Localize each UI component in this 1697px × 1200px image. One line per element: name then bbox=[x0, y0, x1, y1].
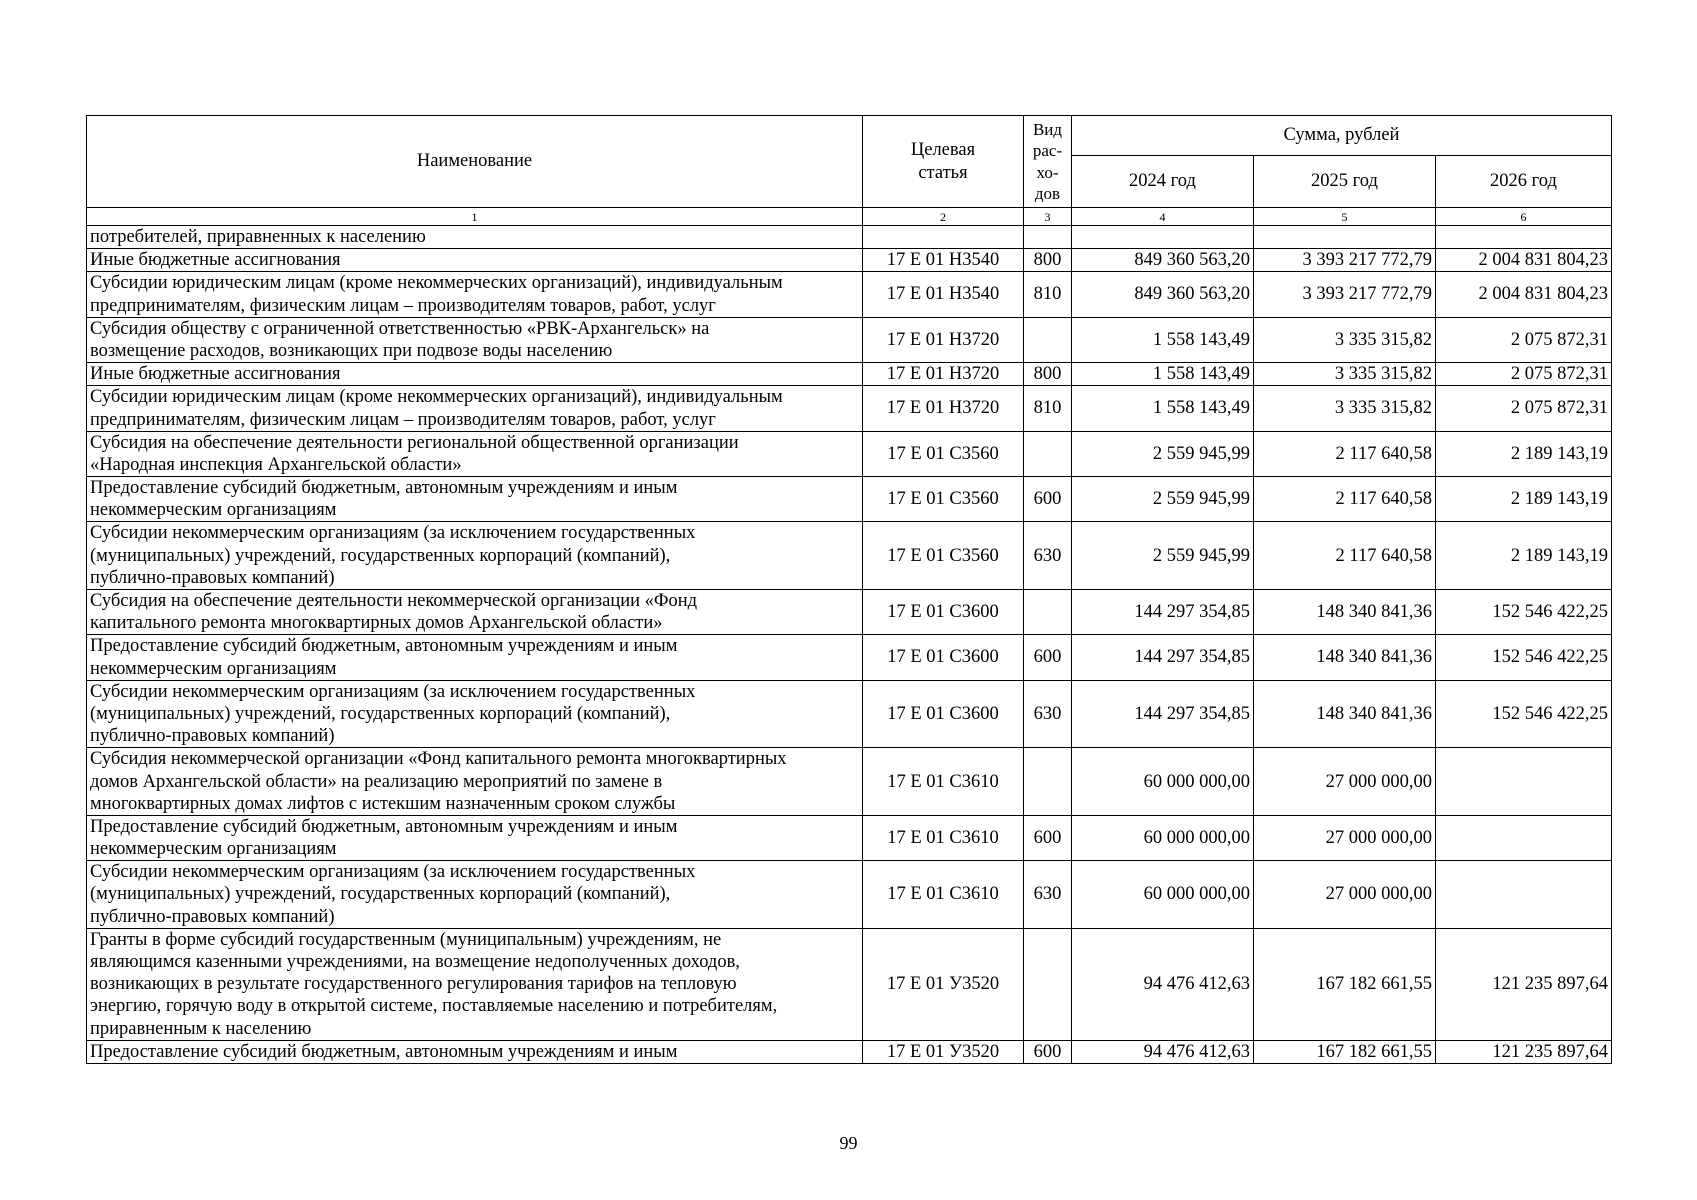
column-number: 5 bbox=[1254, 208, 1436, 226]
row-name bbox=[87, 680, 863, 748]
row-amount-2025: 27 000 000,00 bbox=[1254, 815, 1436, 860]
row-expense-type: 630 bbox=[1024, 522, 1072, 590]
row-expense-type bbox=[1024, 226, 1072, 249]
row-name-line: предпринимателям, физическим лицам – производителям товаров, работ, услуг bbox=[90, 295, 716, 316]
row-target-article: 17 Е 01 С3560 bbox=[863, 431, 1024, 476]
row-target-article: 17 Е 01 У3520 bbox=[863, 928, 1024, 1040]
row-amount-2024: 144 297 354,85 bbox=[1072, 590, 1254, 635]
row-target-article: 17 Е 01 С3560 bbox=[863, 522, 1024, 590]
row-name-line: являющимся казенными учреждениями, на возмещение недополученных доходов, bbox=[90, 952, 740, 972]
column-number: 2 bbox=[863, 208, 1024, 226]
row-name-line: Субсидии юридическим лицам (кроме некоммерческих организаций), индивидуальным bbox=[90, 273, 783, 294]
row-amount-2025: 3 335 315,82 bbox=[1254, 386, 1436, 431]
row-amount-2024: 2 559 945,99 bbox=[1072, 431, 1254, 476]
row-expense-type: 600 bbox=[1024, 815, 1072, 860]
header-year-2026: 2026 год bbox=[1436, 156, 1612, 208]
row-amount-2025: 3 393 217 772,79 bbox=[1254, 249, 1436, 272]
row-expense-type: 630 bbox=[1024, 680, 1072, 748]
row-name-line: многоквартирных домах лифтов с истекшим назначенным сроком службы bbox=[90, 793, 676, 814]
row-expense-type bbox=[1024, 431, 1072, 476]
row-target-article: 17 Е 01 С3600 bbox=[863, 680, 1024, 748]
row-amount-2026: 121 235 897,64 bbox=[1436, 1040, 1612, 1063]
row-target-article: 17 Е 01 С3600 bbox=[863, 590, 1024, 635]
row-amount-2026: 2 004 831 804,23 bbox=[1436, 249, 1612, 272]
row-name-line: Субсидии некоммерческим организациям (за исключением государственных bbox=[90, 862, 696, 883]
column-number: 6 bbox=[1436, 208, 1612, 226]
header-year-2025: 2025 год bbox=[1254, 156, 1436, 208]
row-name bbox=[87, 635, 863, 680]
row-amount-2026 bbox=[1436, 861, 1612, 929]
row-amount-2026: 152 546 422,25 bbox=[1436, 635, 1612, 680]
row-name-line: Предоставление субсидий бюджетным, автономным учреждениям и иным bbox=[90, 478, 678, 499]
header-vid-line: Вид bbox=[1032, 120, 1063, 139]
table-row bbox=[87, 635, 1612, 680]
row-name-line: возникающих в результате государственного регулирования тарифов на тепловую bbox=[90, 974, 737, 995]
budget-table bbox=[86, 115, 1612, 1064]
row-amount-2026: 2 189 143,19 bbox=[1436, 522, 1612, 590]
row-name-line: «Народная инспекция Архангельской области» bbox=[90, 454, 462, 475]
table-row bbox=[87, 386, 1612, 431]
row-expense-type: 800 bbox=[1024, 249, 1072, 272]
row-amount-2026: 2 075 872,31 bbox=[1436, 317, 1612, 362]
row-name-line: (муниципальных) учреждений, государственных корпораций (компаний), bbox=[90, 545, 671, 566]
row-amount-2025: 148 340 841,36 bbox=[1254, 635, 1436, 680]
table-row bbox=[87, 1040, 1612, 1063]
row-name-line: Субсидия некоммерческой организации «Фонд капитального ремонта многоквартирных bbox=[90, 749, 787, 770]
row-name-line: Предоставление субсидий бюджетным, автономным учреждениям и иным bbox=[90, 636, 678, 657]
row-amount-2025: 2 117 640,58 bbox=[1254, 522, 1436, 590]
header-vid-line: хо- bbox=[1036, 162, 1059, 182]
column-number: 1 bbox=[87, 208, 863, 226]
row-name-line: некоммерческим организациям bbox=[90, 839, 337, 860]
row-name bbox=[87, 928, 863, 1040]
row-amount-2024: 1 558 143,49 bbox=[1072, 317, 1254, 362]
row-expense-type bbox=[1024, 748, 1072, 816]
row-amount-2024: 1 558 143,49 bbox=[1072, 363, 1254, 386]
table-row bbox=[87, 272, 1612, 317]
header-target-line: Целевая bbox=[910, 140, 976, 161]
row-amount-2025: 148 340 841,36 bbox=[1254, 590, 1436, 635]
row-amount-2024: 94 476 412,63 bbox=[1072, 928, 1254, 1040]
row-target-article: 17 Е 01 Н3720 bbox=[863, 386, 1024, 431]
row-name-line: некоммерческим организациям bbox=[90, 500, 337, 521]
header-expense-type bbox=[1024, 116, 1072, 208]
row-amount-2024: 60 000 000,00 bbox=[1072, 861, 1254, 929]
row-amount-2025: 3 335 315,82 bbox=[1254, 317, 1436, 362]
row-amount-2026: 152 546 422,25 bbox=[1436, 680, 1612, 748]
row-amount-2026: 2 189 143,19 bbox=[1436, 431, 1612, 476]
table-row bbox=[87, 748, 1612, 816]
row-amount-2024: 1 558 143,49 bbox=[1072, 386, 1254, 431]
row-name bbox=[87, 226, 863, 249]
row-amount-2025: 167 182 661,55 bbox=[1254, 1040, 1436, 1063]
header-name: Наименование bbox=[87, 116, 863, 208]
row-amount-2024: 2 559 945,99 bbox=[1072, 477, 1254, 522]
row-amount-2024: 60 000 000,00 bbox=[1072, 748, 1254, 816]
row-amount-2024: 144 297 354,85 bbox=[1072, 635, 1254, 680]
row-name-line: Иные бюджетные ассигнования bbox=[90, 364, 341, 385]
row-name-line: некоммерческим организациям bbox=[90, 658, 337, 679]
table-row bbox=[87, 249, 1612, 272]
row-name-line: публично-правовых компаний) bbox=[90, 726, 335, 747]
row-name bbox=[87, 317, 863, 362]
table-row bbox=[87, 522, 1612, 590]
row-name-line: приравненным к населению bbox=[90, 1018, 312, 1039]
table-row bbox=[87, 861, 1612, 929]
row-name-line: Субсидия на обеспечение деятельности некоммерческой организации «Фонд bbox=[90, 591, 698, 611]
row-name-line: Субсидии юридическим лицам (кроме некоммерческих организаций), индивидуальным bbox=[90, 387, 783, 408]
row-target-article: 17 Е 01 Н3720 bbox=[863, 317, 1024, 362]
row-amount-2025: 2 117 640,58 bbox=[1254, 431, 1436, 476]
row-name-line: Субсидии некоммерческим организациям (за исключением государственных bbox=[90, 523, 696, 544]
table-header bbox=[87, 116, 1612, 226]
row-amount-2026 bbox=[1436, 226, 1612, 249]
row-name bbox=[87, 386, 863, 431]
table-body bbox=[87, 226, 1612, 1064]
column-number: 4 bbox=[1072, 208, 1254, 226]
row-amount-2026 bbox=[1436, 815, 1612, 860]
row-name-line: Предоставление субсидий бюджетным, автономным учреждениям и иным bbox=[90, 816, 678, 837]
row-amount-2025 bbox=[1254, 226, 1436, 249]
row-amount-2026: 121 235 897,64 bbox=[1436, 928, 1612, 1040]
table-row bbox=[87, 477, 1612, 522]
row-amount-2024: 849 360 563,20 bbox=[1072, 272, 1254, 317]
row-name bbox=[87, 861, 863, 929]
row-amount-2025: 27 000 000,00 bbox=[1254, 748, 1436, 816]
row-expense-type: 600 bbox=[1024, 1040, 1072, 1063]
row-name bbox=[87, 272, 863, 317]
row-target-article: 17 Е 01 Н3540 bbox=[863, 249, 1024, 272]
row-name-line: возмещение расходов, возникающих при подвозе воды населению bbox=[90, 340, 613, 361]
row-name bbox=[87, 1040, 863, 1063]
row-amount-2024 bbox=[1072, 226, 1254, 249]
row-target-article: 17 Е 01 С3600 bbox=[863, 635, 1024, 680]
header-sum: Сумма, рублей bbox=[1072, 116, 1612, 156]
table-row bbox=[87, 363, 1612, 386]
row-name bbox=[87, 522, 863, 590]
row-name-line: Иные бюджетные ассигнования bbox=[90, 250, 341, 271]
row-name bbox=[87, 477, 863, 522]
row-name-line: капитального ремонта многоквартирных домов Архангельской области» bbox=[90, 613, 663, 634]
row-expense-type: 600 bbox=[1024, 477, 1072, 522]
row-name bbox=[87, 748, 863, 816]
row-name-line: Гранты в форме субсидий государственным (муниципальным) учреждениям, не bbox=[90, 929, 722, 950]
column-number-row bbox=[87, 208, 1612, 226]
row-amount-2025: 3 393 217 772,79 bbox=[1254, 272, 1436, 317]
row-amount-2026: 2 075 872,31 bbox=[1436, 386, 1612, 431]
header-vid-line: рас- bbox=[1032, 141, 1063, 161]
row-expense-type: 600 bbox=[1024, 635, 1072, 680]
header-target-line: статья bbox=[918, 162, 968, 183]
table-row bbox=[87, 680, 1612, 748]
header-vid-line: дов bbox=[1034, 183, 1061, 203]
table-row bbox=[87, 317, 1612, 362]
row-amount-2026: 152 546 422,25 bbox=[1436, 590, 1612, 635]
row-target-article bbox=[863, 226, 1024, 249]
row-target-article: 17 Е 01 Н3540 bbox=[863, 272, 1024, 317]
row-amount-2025: 3 335 315,82 bbox=[1254, 363, 1436, 386]
row-name-line: потребителей, приравненных к населению bbox=[90, 227, 426, 247]
row-name-line: Субсидия обществу с ограниченной ответственностью «РВК-Архангельск» на bbox=[90, 318, 710, 339]
column-number: 3 bbox=[1024, 208, 1072, 226]
row-name-line: предпринимателям, физическим лицам – производителям товаров, работ, услуг bbox=[90, 409, 716, 430]
row-expense-type bbox=[1024, 590, 1072, 635]
row-expense-type: 810 bbox=[1024, 272, 1072, 317]
row-amount-2026: 2 075 872,31 bbox=[1436, 363, 1612, 386]
row-target-article: 17 Е 01 С3610 bbox=[863, 861, 1024, 929]
row-name-line: публично-правовых компаний) bbox=[90, 567, 335, 588]
row-name-line: (муниципальных) учреждений, государственных корпораций (компаний), bbox=[90, 884, 671, 905]
row-target-article: 17 Е 01 С3560 bbox=[863, 477, 1024, 522]
table-row bbox=[87, 590, 1612, 635]
row-amount-2025: 167 182 661,55 bbox=[1254, 928, 1436, 1040]
row-amount-2024: 144 297 354,85 bbox=[1072, 680, 1254, 748]
row-amount-2024: 60 000 000,00 bbox=[1072, 815, 1254, 860]
row-name-line: Субсидия на обеспечение деятельности региональной общественной организации bbox=[90, 432, 739, 453]
row-name bbox=[87, 431, 863, 476]
row-name bbox=[87, 590, 863, 635]
header-year-2024: 2024 год bbox=[1072, 156, 1254, 208]
table-row bbox=[87, 815, 1612, 860]
row-name-line: домов Архангельской области» на реализацию мероприятий по замене в bbox=[90, 771, 663, 792]
row-expense-type: 630 bbox=[1024, 861, 1072, 929]
page-number: 99 bbox=[839, 1133, 858, 1153]
row-expense-type: 810 bbox=[1024, 386, 1072, 431]
row-name-line: Субсидии некоммерческим организациям (за исключением государственных bbox=[90, 681, 696, 702]
table-row bbox=[87, 431, 1612, 476]
row-amount-2024: 849 360 563,20 bbox=[1072, 249, 1254, 272]
row-amount-2026: 2 004 831 804,23 bbox=[1436, 272, 1612, 317]
row-amount-2026 bbox=[1436, 748, 1612, 816]
row-name-line: Предоставление субсидий бюджетным, автономным учреждениям и иным bbox=[90, 1041, 678, 1062]
table-row bbox=[87, 928, 1612, 1040]
row-amount-2025: 27 000 000,00 bbox=[1254, 861, 1436, 929]
row-name bbox=[87, 363, 863, 386]
table-row bbox=[87, 226, 1612, 249]
row-name bbox=[87, 249, 863, 272]
row-name-line: (муниципальных) учреждений, государственных корпораций (компаний), bbox=[90, 703, 671, 724]
row-amount-2025: 2 117 640,58 bbox=[1254, 477, 1436, 522]
row-expense-type bbox=[1024, 317, 1072, 362]
row-name-line: публично-правовых компаний) bbox=[90, 906, 335, 927]
row-target-article: 17 Е 01 У3520 bbox=[863, 1040, 1024, 1063]
row-expense-type bbox=[1024, 928, 1072, 1040]
row-expense-type: 800 bbox=[1024, 363, 1072, 386]
row-amount-2026: 2 189 143,19 bbox=[1436, 477, 1612, 522]
row-name bbox=[87, 815, 863, 860]
header-target-article bbox=[863, 116, 1024, 208]
row-target-article: 17 Е 01 Н3720 bbox=[863, 363, 1024, 386]
row-amount-2024: 94 476 412,63 bbox=[1072, 1040, 1254, 1063]
row-target-article: 17 Е 01 С3610 bbox=[863, 815, 1024, 860]
row-target-article: 17 Е 01 С3610 bbox=[863, 748, 1024, 816]
row-amount-2025: 148 340 841,36 bbox=[1254, 680, 1436, 748]
row-amount-2024: 2 559 945,99 bbox=[1072, 522, 1254, 590]
row-name-line: энергию, горячую воду в открытой системе, поставляемые населению и потребителям, bbox=[90, 996, 778, 1017]
